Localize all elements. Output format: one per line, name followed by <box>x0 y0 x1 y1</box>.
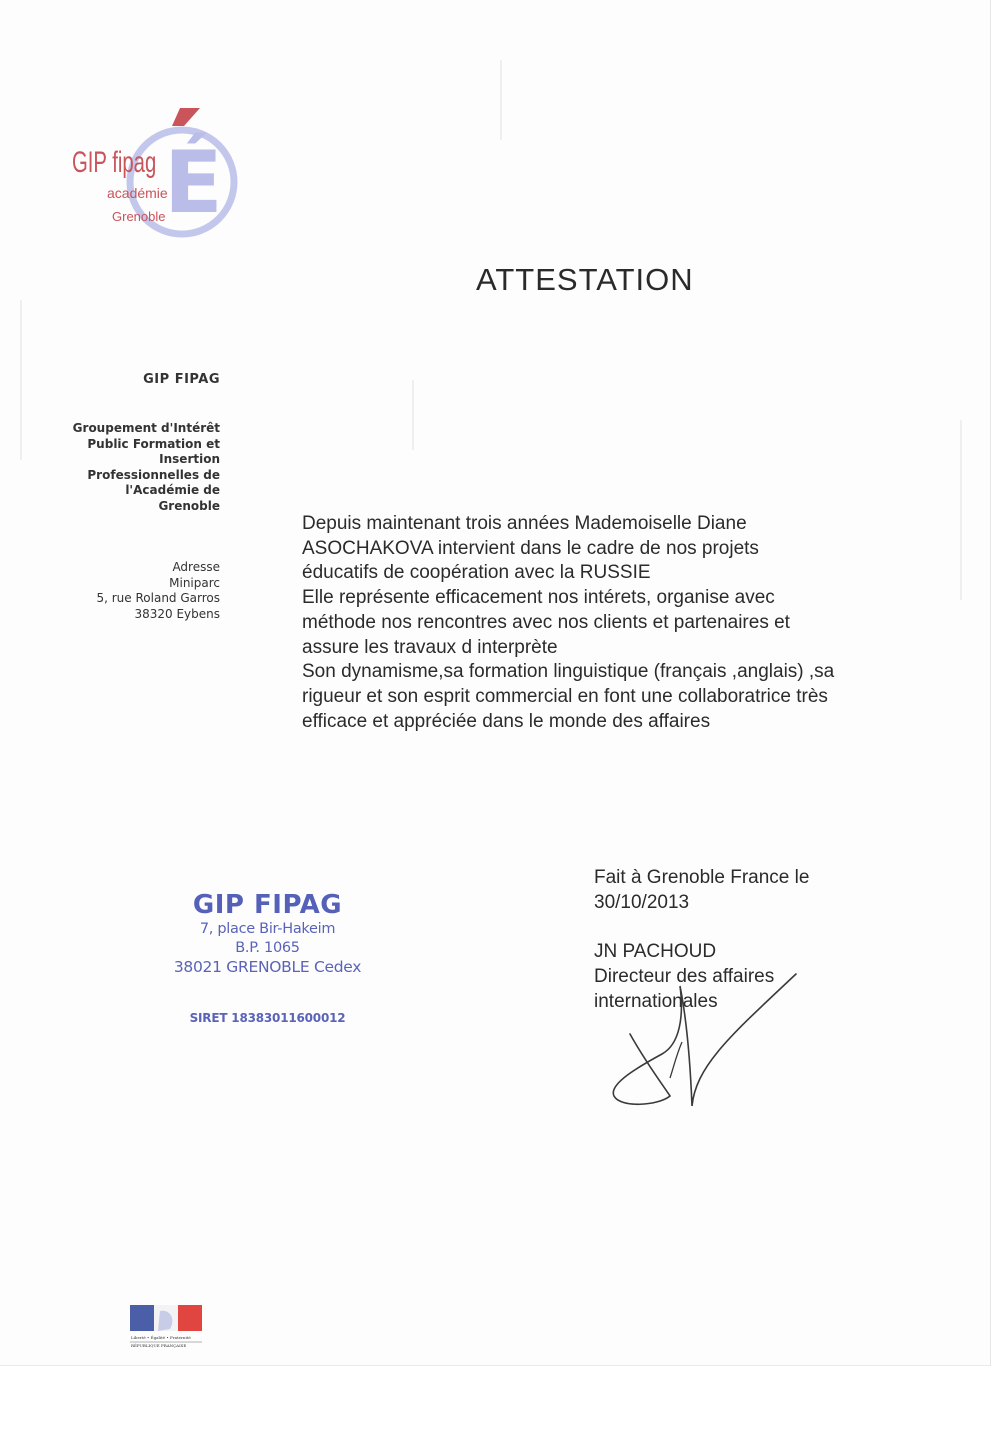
gip-fipag-logo <box>72 100 242 245</box>
scan-streak <box>412 380 414 450</box>
stamp-name: GIP FIPAG <box>192 890 343 920</box>
org-full-name <box>50 421 220 514</box>
org-address <box>96 560 220 622</box>
body-line: rigueur et son esprit commercial en font une collaboratrice très <box>302 685 828 707</box>
address-line: 5, rue Roland Garros <box>96 591 220 605</box>
org-full-line: Grenoble <box>158 498 220 513</box>
signature-date: 30/10/2013 <box>594 891 690 913</box>
signer-role-line: internationales <box>594 990 718 1012</box>
organization-stamp <box>160 890 375 1025</box>
place-line: Fait à Grenoble France le <box>594 867 810 888</box>
logo-sub-academie: académie <box>107 185 168 201</box>
stamp-siret: SIRET 18383011600012 <box>189 1011 346 1025</box>
academie-logo-graphic <box>72 100 242 245</box>
logo-name: GIP fipag <box>72 145 157 179</box>
document-title: ATTESTATION <box>476 262 694 297</box>
signature-stroke <box>600 966 820 1116</box>
marianne-republic: RÉPUBLIQUE FRANÇAISE <box>131 1343 187 1348</box>
logo-e-letter: É <box>164 133 223 233</box>
republique-francaise-logo <box>130 1305 204 1351</box>
org-full-line: l'Académie de <box>125 483 220 497</box>
body-line: efficace et appréciée dans le monde des affaires <box>302 710 711 732</box>
body-line: éducatifs de coopération avec la RUSSIE <box>302 562 651 584</box>
scan-streak <box>960 420 962 600</box>
org-full-line: Groupement d'Intérêt <box>72 421 220 435</box>
marianne-logo <box>130 1305 204 1351</box>
body-line: assure les travaux d interprète <box>302 636 558 658</box>
body-line: ASOCHAKOVA intervient dans le cadre de nos projets <box>302 537 759 559</box>
body-line: méthode nos rencontres avec nos clients et partenaires et <box>302 611 790 633</box>
logo-sub-grenoble: Grenoble <box>112 209 166 224</box>
org-full-line: Public Formation et <box>87 436 220 451</box>
stamp-bp: B.P. 1065 <box>235 940 300 956</box>
scan-streak <box>20 300 22 460</box>
address-line: 38320 Eybens <box>134 606 220 621</box>
handwritten-signature <box>600 966 820 1116</box>
attestation-body <box>302 512 912 734</box>
marianne-motto: Liberté • Égalité • Fraternité <box>131 1335 191 1340</box>
accent-mark <box>172 108 200 126</box>
org-full-line: Insertion <box>159 452 220 466</box>
org-full-line: Professionnelles de <box>87 467 220 482</box>
address-line: Adresse <box>172 560 220 574</box>
stamp-city: 38021 GRENOBLE Cedex <box>173 958 362 976</box>
body-line: Depuis maintenant trois années Mademoiselle Diane <box>302 513 747 534</box>
body-line: Elle représente efficacement nos intérets, organise avec <box>302 587 775 609</box>
body-line: Son dynamisme,sa formation linguistique (français ,anglais) ,sa <box>302 661 835 683</box>
signer-role-line: Directeur des affaires <box>594 966 775 988</box>
scan-streak <box>500 60 502 140</box>
signer-name: JN PACHOUD <box>594 941 717 963</box>
stamp-street: 7, place Bir-Hakeim <box>199 921 336 937</box>
address-line: Miniparc <box>169 575 220 590</box>
org-short-name: GIP FIPAG <box>143 372 220 387</box>
